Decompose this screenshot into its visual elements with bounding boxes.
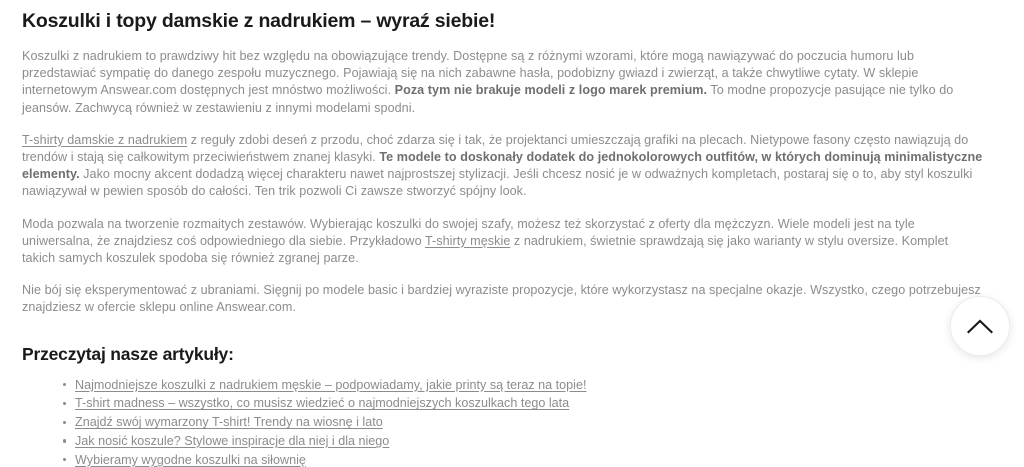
article-link[interactable]: Wybieramy wygodne koszulki na siłownię	[75, 452, 306, 467]
section-spacer	[22, 332, 1002, 342]
article-link[interactable]: Jak nosić koszule? Stylowe inspiracje dla niej i dla niego	[75, 433, 390, 448]
article-link[interactable]: T-shirt madness – wszystko, co musisz wiedzieć o najmodniejszych koszulkach tego lata	[75, 396, 570, 411]
inline-link[interactable]: T-shirty męskie	[424, 233, 511, 248]
paragraph-text: Jako mocny akcent dodadzą więcej charakteru nawet najprostszej stylizacji. Jeśli chcesz nosić je w odważnych kompletach, postaraj się o to, aby styl koszulki nawiązywał w pewien sposób do całości. Ten trik pozwoli Ci zawsze stworzyć spójny look.	[22, 167, 973, 199]
paragraph-text: Nie bój się eksperymentować z ubraniami. Sięgnij po modele basic i bardziej wyraziste propozycje, które wykorzystasz na specjalne okazje. Wszystko, czego potrzebujesz znajdziesz w ofercie sklepu online Answear.com.	[22, 283, 981, 315]
article-link[interactable]: Znajdź swój wymarzony T-shirt! Trendy na wiosnę i lato	[75, 415, 383, 430]
article-link-list	[22, 378, 1002, 467]
bullet-icon	[63, 439, 66, 442]
paragraph-text: Koszulki z nadrukiem to prawdziwy hit bez względu na obowiązujące trendy. Dostępne są z różnymi wzorami, które mogą nawiązywać do poczucia humoru lub przedstawiać sympatię do danego zespołu muzycznego. Pojawiają się na nich zabawne hasła, podobizny gwiazd i zwierząt, a także chwytliwe cytaty. W sklepie internetowym Answear.com dostępnych jest mnóstwo możliwości.	[22, 49, 919, 98]
page-title: Koszulki i topy damskie z nadrukiem – wyraź siebie!	[22, 10, 496, 32]
articles-section-title: Przeczytaj nasze artykuły:	[22, 343, 234, 364]
bullet-icon	[63, 421, 66, 424]
emphasis-text: Poza tym nie brakuje modeli z logo marek premium.	[394, 83, 708, 98]
bullet-icon	[63, 458, 66, 461]
seo-paragraph-1	[22, 48, 984, 117]
paragraph-text: To modne propozycje pasujące nie tylko do jeansów. Zachwycą również w zestawieniu z innymi modelami spodni.	[22, 83, 954, 115]
seo-paragraph-2	[22, 132, 984, 201]
paragraph-text: Moda pozwala na tworzenie rozmaitych zestawów. Wybierając koszulki do swojej szafy, możesz też skorzystać z oferty dla mężczyzn. Wiele modeli jest na tyle uniwersalna, że znajdziesz coś odpowiedniego dla siebie. Przykładowo	[22, 216, 915, 248]
seo-paragraph-3	[22, 216, 984, 268]
emphasis-text: Te modele to doskonały dodatek do jednokolorowych outfitów, w których dominują minimalistyczne elementy.	[22, 150, 983, 182]
bullet-icon	[63, 383, 66, 386]
list-item	[75, 396, 1002, 411]
seo-paragraph-4	[22, 282, 984, 316]
list-item	[75, 378, 1002, 393]
bullet-icon	[63, 402, 66, 405]
list-item	[75, 434, 1002, 449]
paragraph-text: z nadrukiem, świetnie sprawdzają się jako warianty w stylu oversize. Komplet takich samych koszulek spodoba się również zgranej parze.	[22, 233, 949, 266]
chevron-up-icon	[967, 319, 993, 334]
paragraph-text: z reguły zdobi deseń z przodu, choć zdarza się i tak, że projektanci umieszczają grafiki na plecach. Nietypowe fasony często nawiązują do trendów i stają się całkowitym przeciwieństwem znanej klasyki.	[22, 132, 969, 165]
list-item	[75, 453, 1002, 467]
list-item	[75, 415, 1002, 430]
scroll-to-top-button[interactable]	[950, 296, 1010, 356]
inline-link[interactable]: T-shirty damskie z nadrukiem	[22, 132, 188, 147]
article-link[interactable]: Najmodniejsze koszulki z nadrukiem męskie – podpowiadamy, jakie printy są teraz na topie!	[75, 377, 587, 392]
